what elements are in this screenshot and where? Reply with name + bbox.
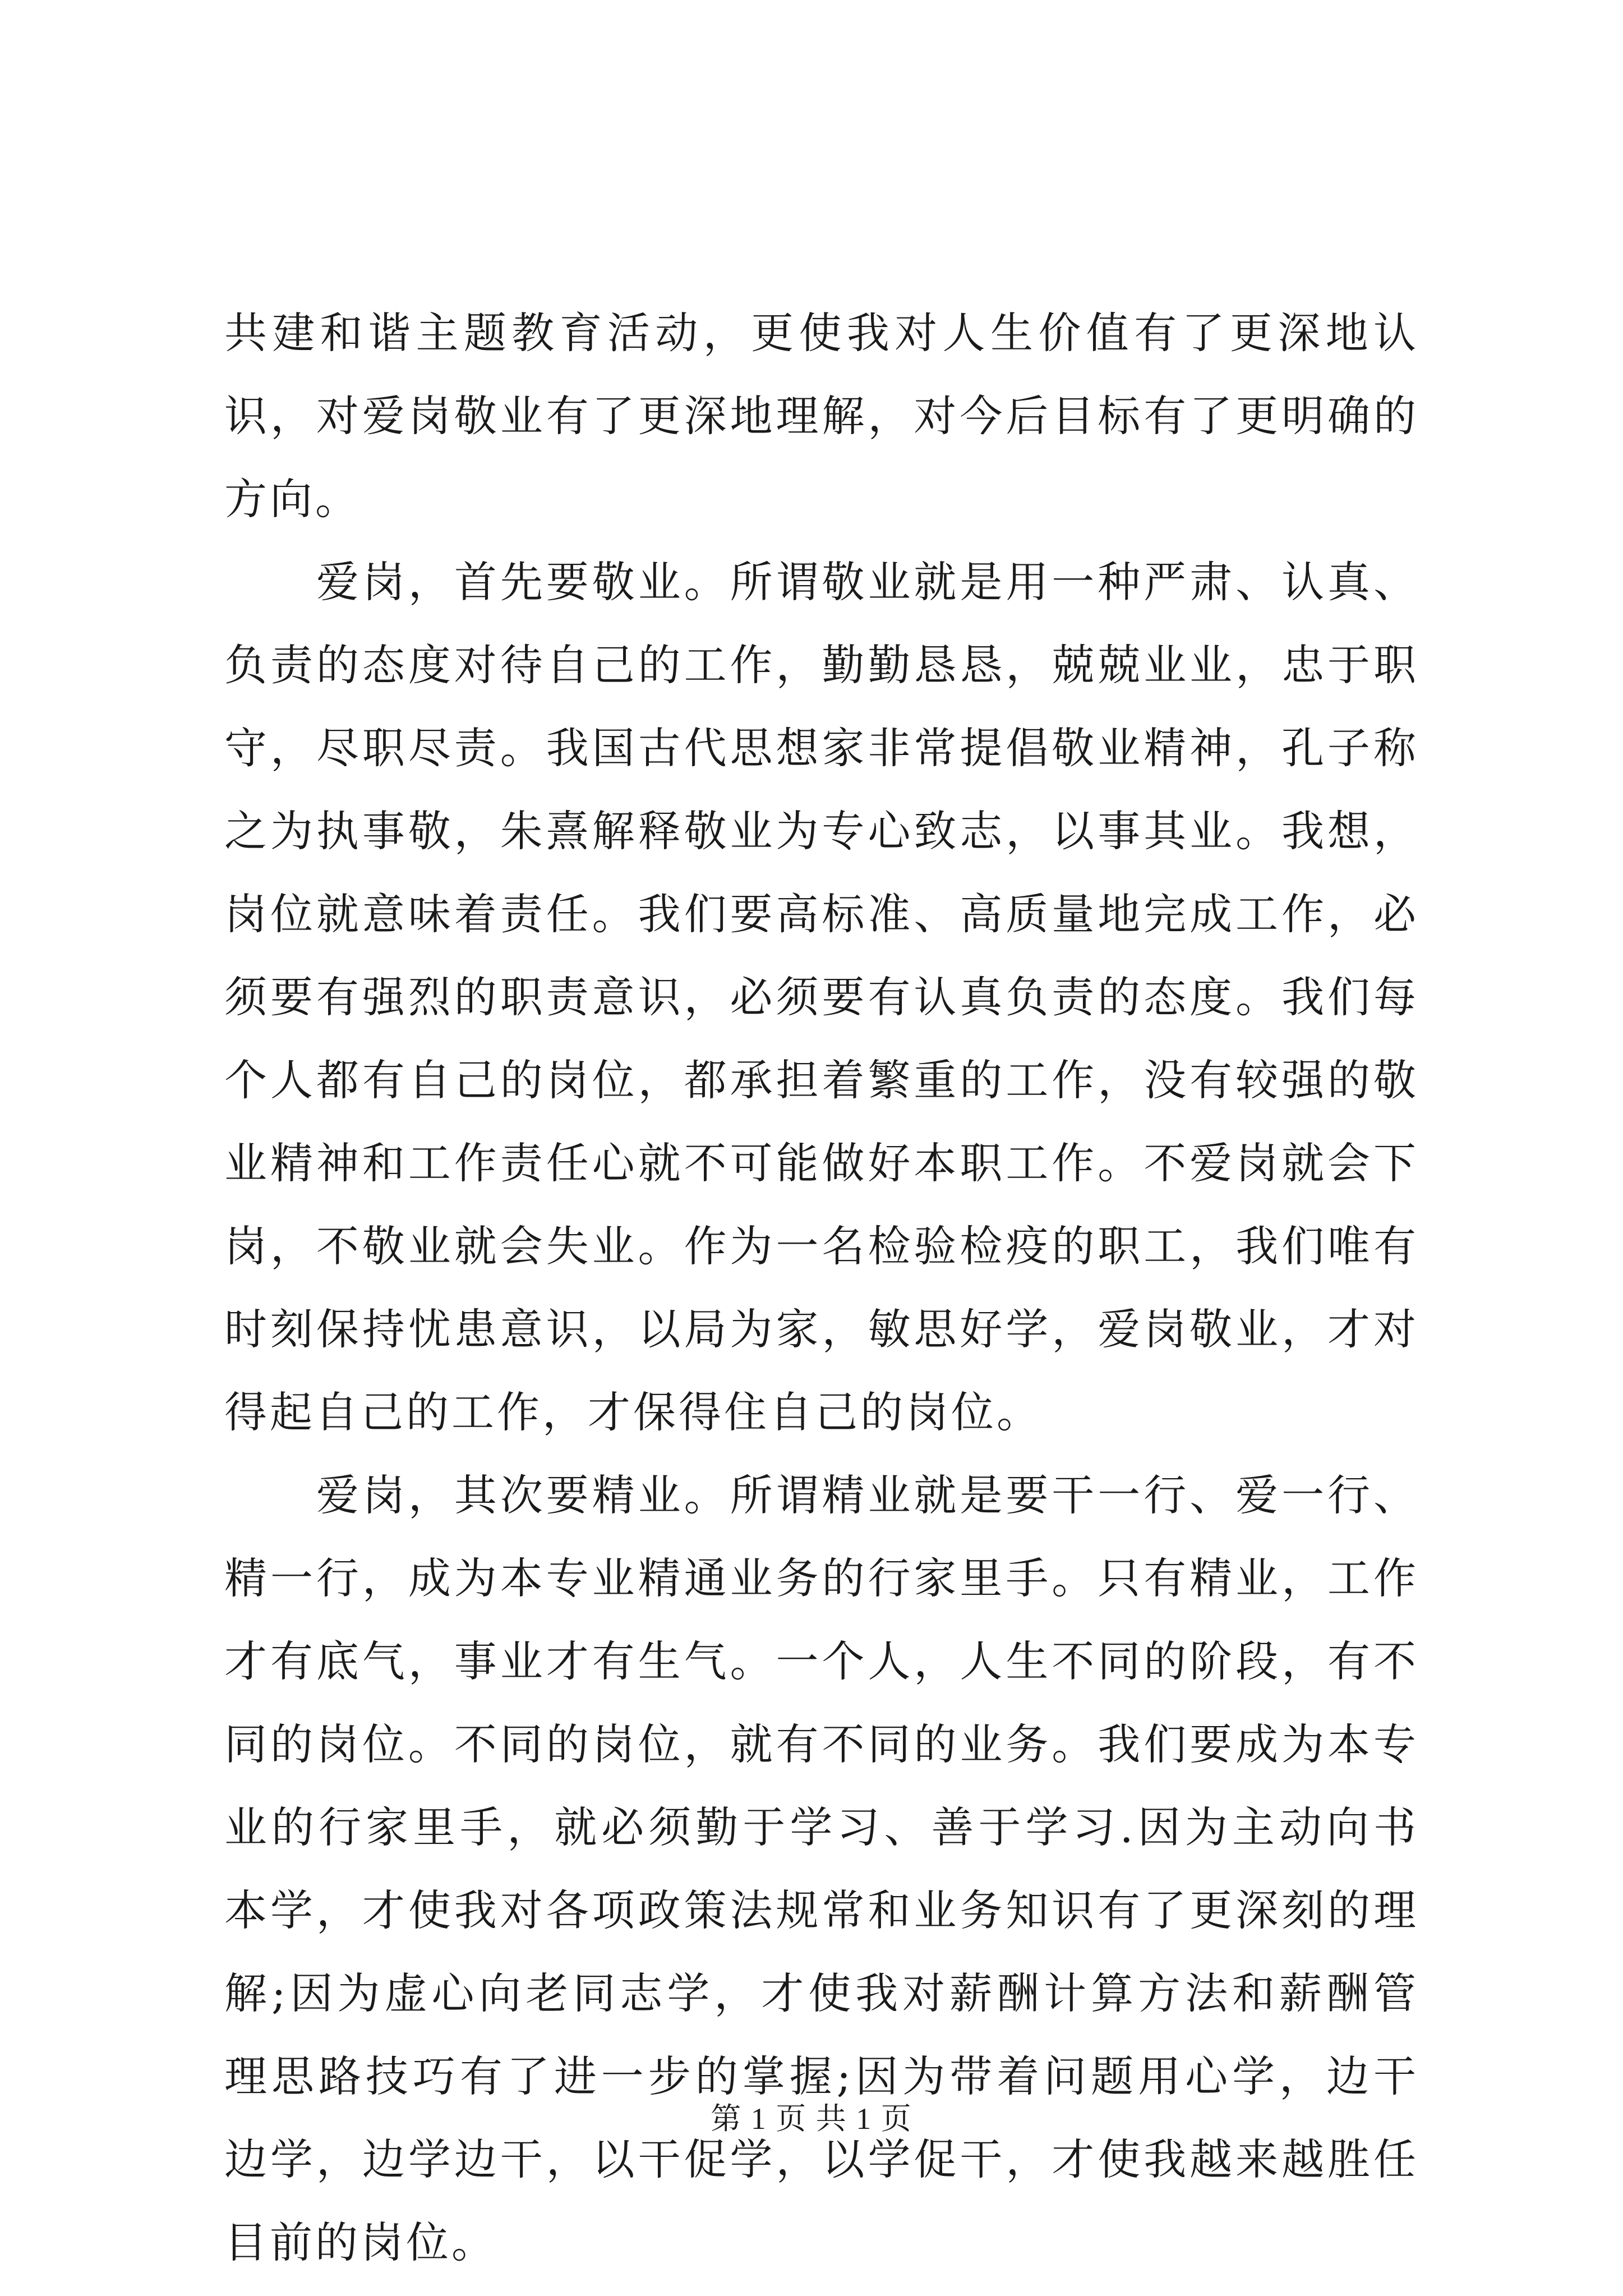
document-body: [224, 292, 1419, 2284]
page-footer: 第 1 页 共 1 页: [711, 2102, 912, 2136]
paragraph-3: 爱岗，其次要精业。所谓精业就是要干一行、爱一行、精一行，成为本专业精通业务的行家里手。只有精业，工作才有底气，事业才有生气。一个人，人生不同的阶段，有不同的岗位。不同的岗位，就有不同的业务。我们要成为本专业的行家里手，就必须勤于学习、善于学习.因为主动向书本学，才使我对各项政策法规常和业务知识有了更深刻的理解;因为虚心向老同志学，才使我对薪酬计算方法和薪酬管理思路技巧有了进一步的掌握;因为带着问题用心学，边干边学，边学边干，以干促学，以学促干，才使我越来越胜任目前的岗位。: [224, 1470, 1419, 2267]
paragraph-1: 共建和谐主题教育活动，更使我对人生价值有了更深地认识，对爱岗敬业有了更深地理解，对今后目标有了更明确的方向。: [224, 308, 1419, 524]
paragraph-2: 爱岗，首先要敬业。所谓敬业就是用一种严肃、认真、负责的态度对待自己的工作，勤勤恳恳，兢兢业业，忠于职守，尽职尽责。我国古代思想家非常提倡敬业精神，孔子称之为执事敬，朱熹解释敬业为专心致志，以事其业。我想，岗位就意味着责任。我们要高标准、高质量地完成工作，必须要有强烈的职责意识，必须要有认真负责的态度。我们每个人都有自己的岗位，都承担着繁重的工作，没有较强的敬业精神和工作责任心就不可能做好本职工作。不爱岗就会下岗，不敬业就会失业。作为一名检验检疫的职工，我们唯有时刻保持忧患意识，以局为家，敏思好学，爱岗敬业，才对得起自己的工作，才保得住自己的岗位。: [224, 557, 1419, 1437]
